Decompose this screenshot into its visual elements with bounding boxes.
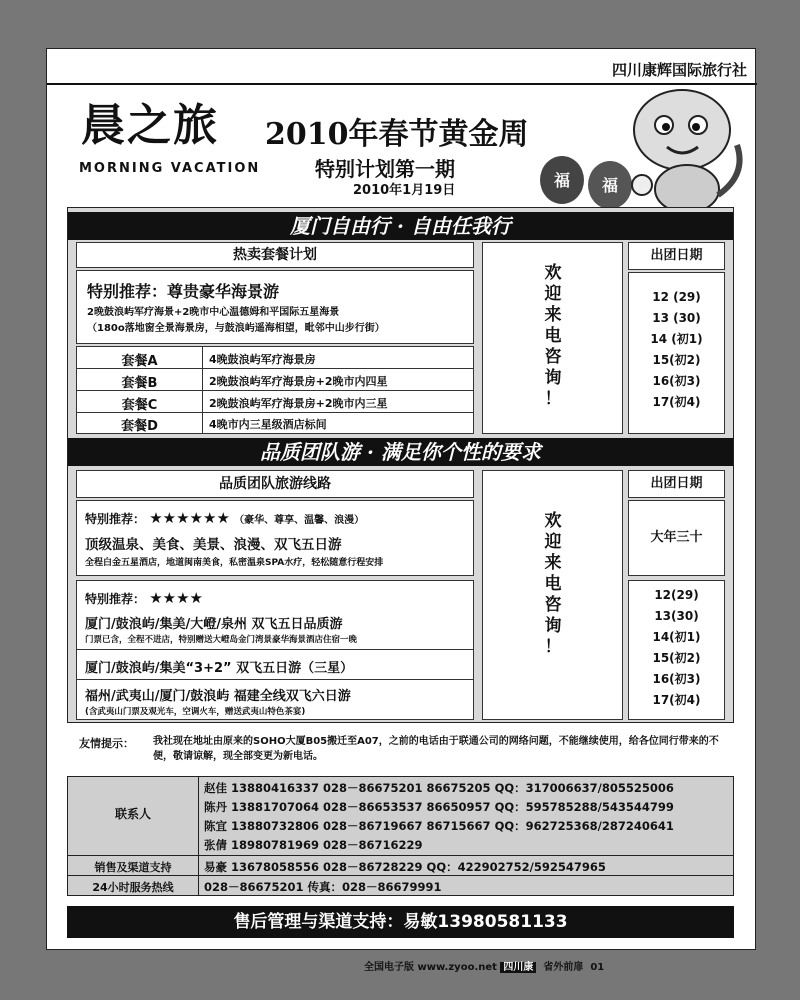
dates-title: 出团日期 [650, 476, 703, 491]
package-list [76, 346, 474, 434]
star-rating: ★★★★ [149, 589, 203, 607]
contact-row: 张倩 18980781969 028－86716229 [204, 838, 423, 852]
departure-dates-2 [628, 580, 725, 720]
tour-item-hot-spring [76, 500, 474, 576]
footer-section: 省外前扉 [543, 962, 584, 973]
package-b-label: 套餐B [121, 376, 158, 391]
date-list: 12(29) 13(30) 14(初1) 15(初2) 16(初3) 17(初4) [652, 588, 701, 707]
lantern-right-label: 福 [601, 176, 619, 195]
tour-item-list [76, 580, 474, 720]
tour-listing-frame [67, 207, 734, 723]
package-d-desc: 4晚市内三星级酒店标间 [209, 418, 327, 431]
featured-package-note: （180o落地窗全景海景房，与鼓浪屿遥海相望，毗邻中山步行街） [87, 323, 385, 334]
tiger-mascot-illustration [522, 85, 752, 220]
tour-desc-fujian: (含武夷山门票及观光车，空调火车，赠送武夷山特色茶宴) [85, 707, 306, 717]
company-name: 四川康辉国际旅行社 [611, 61, 747, 79]
package-c-desc: 2晚鼓浪屿军疗海景房+2晚市内三星 [209, 397, 388, 410]
page-title: 2010年春节黄金周 [265, 117, 529, 152]
hotline-label: 24小时服务热线 [92, 881, 174, 894]
featured-package-title: 特别推荐：尊贵豪华海景游 [87, 282, 280, 301]
package-b-desc: 2晚鼓浪屿军疗海景房+2晚市内四星 [209, 375, 388, 388]
footer-url[interactable]: www.zyoo.net [417, 962, 497, 973]
friendly-notice [67, 734, 734, 774]
welcome-column-2 [482, 470, 623, 720]
sales-row: 易豪 13678058556 028－86728229 QQ：422902752/592547965 [204, 860, 606, 874]
advert-page [46, 48, 756, 950]
section-banner-group: 品质团队游 · 满足你个性的要求 [68, 438, 733, 466]
date-value: 大年三十 [650, 530, 703, 545]
issue-date: 2010年1月19日 [353, 183, 456, 198]
after-sales-banner: 售后管理与渠道支持：易敏13980581133 [67, 906, 734, 938]
welcome-text: 欢 迎 来 电 咨 询 ！ [544, 511, 562, 657]
lantern-left-label: 福 [553, 171, 571, 190]
contact-row: 赵佳 13880416337 028－86675201 86675205 QQ：317006637/805525006 [204, 781, 674, 795]
date-list: 12 (29) 13 (30) 14 (初1) 15(初2) 16(初3) 17(初4) [650, 290, 703, 409]
recommend-label: 特别推荐： [85, 512, 146, 526]
page-footer [364, 958, 604, 973]
brand-subtitle: MORNING VACATION [79, 161, 261, 176]
tour-title-fujian: 福州/武夷山/厦门/鼓浪屿 福建全线双飞六日游 [85, 689, 351, 704]
hotline-row: 028－86675201 传真：028－86679991 [204, 880, 442, 894]
package-d-label: 套餐D [121, 419, 158, 434]
package-a-desc: 4晚鼓浪屿军疗海景房 [209, 353, 316, 366]
welcome-column-1 [482, 242, 623, 434]
featured-package [76, 270, 474, 344]
footer-badge: 四川康 [500, 962, 536, 973]
sales-label: 销售及渠道支持 [94, 861, 172, 874]
hot-packages-heading [76, 242, 474, 268]
package-a-label: 套餐A [121, 354, 158, 369]
tour-tags: （豪华、尊享、温馨、浪漫） [234, 515, 365, 526]
group-tours-heading [76, 470, 474, 498]
star-rating: ★★★★★★ [149, 509, 230, 527]
departure-date-hot-spring [628, 500, 725, 576]
hot-packages-title: 热卖套餐计划 [233, 247, 317, 263]
tour-title-xiamen-quanzhou: 厦门/鼓浪屿/集美/大嶝/泉州 双飞五日品质游 [85, 617, 343, 632]
tour-desc-xiamen-quanzhou: 门票已含，全程不进店，特别赠送大嶝岛金门湾景豪华海景酒店住宿一晚 [85, 635, 358, 645]
contact-row: 陈丹 13881707064 028－86653537 86650957 QQ：595785288/543544799 [204, 800, 674, 814]
contact-table [67, 776, 734, 896]
departure-dates-1 [628, 272, 725, 434]
page-subtitle: 特别计划第一期 [315, 157, 455, 181]
group-tours-title: 品质团队旅游线路 [219, 476, 331, 492]
page-number: 01 [590, 962, 605, 973]
tour-title-3plus2: 厦门/鼓浪屿/集美“3+2” 双飞五日游（三星） [85, 661, 354, 676]
package-c-label: 套餐C [121, 398, 158, 413]
welcome-text: 欢 迎 来 电 咨 询 ！ [544, 263, 562, 409]
contact-row: 陈宜 13880732806 028－86719667 86715667 QQ：962725368/287240641 [204, 819, 674, 833]
featured-package-desc: 2晚鼓浪屿军疗海景+2晚市中心温德姆和平国际五星海景 [87, 307, 340, 318]
tour-desc: 全程白金五星酒店，地道闽南美食，私密温泉SPA水疗，轻松随意行程安排 [85, 558, 384, 568]
recommend-label: 特别推荐： [85, 592, 146, 606]
footer-edition: 全国电子版 [364, 962, 414, 973]
tour-title: 顶级温泉、美食、美景、浪漫、双飞五日游 [85, 537, 342, 553]
brand-logo: 晨之旅 [81, 100, 219, 151]
dates-heading-1 [628, 242, 725, 270]
section-banner-xiamen: 厦门自由行 · 自由任我行 [68, 212, 733, 240]
contact-label: 联系人 [114, 807, 151, 821]
notice-text: 我社现在地址由原来的SOHO大厦B05搬迁至A07，之前的电话由于联通公司的网络问题，不能继续使用，给各位同行带来的不便，敬请谅解，现全部变更为新电话。 [153, 736, 719, 762]
notice-label: 友情提示： [79, 737, 134, 750]
dates-heading-2 [628, 470, 725, 498]
dates-title: 出团日期 [650, 248, 703, 263]
